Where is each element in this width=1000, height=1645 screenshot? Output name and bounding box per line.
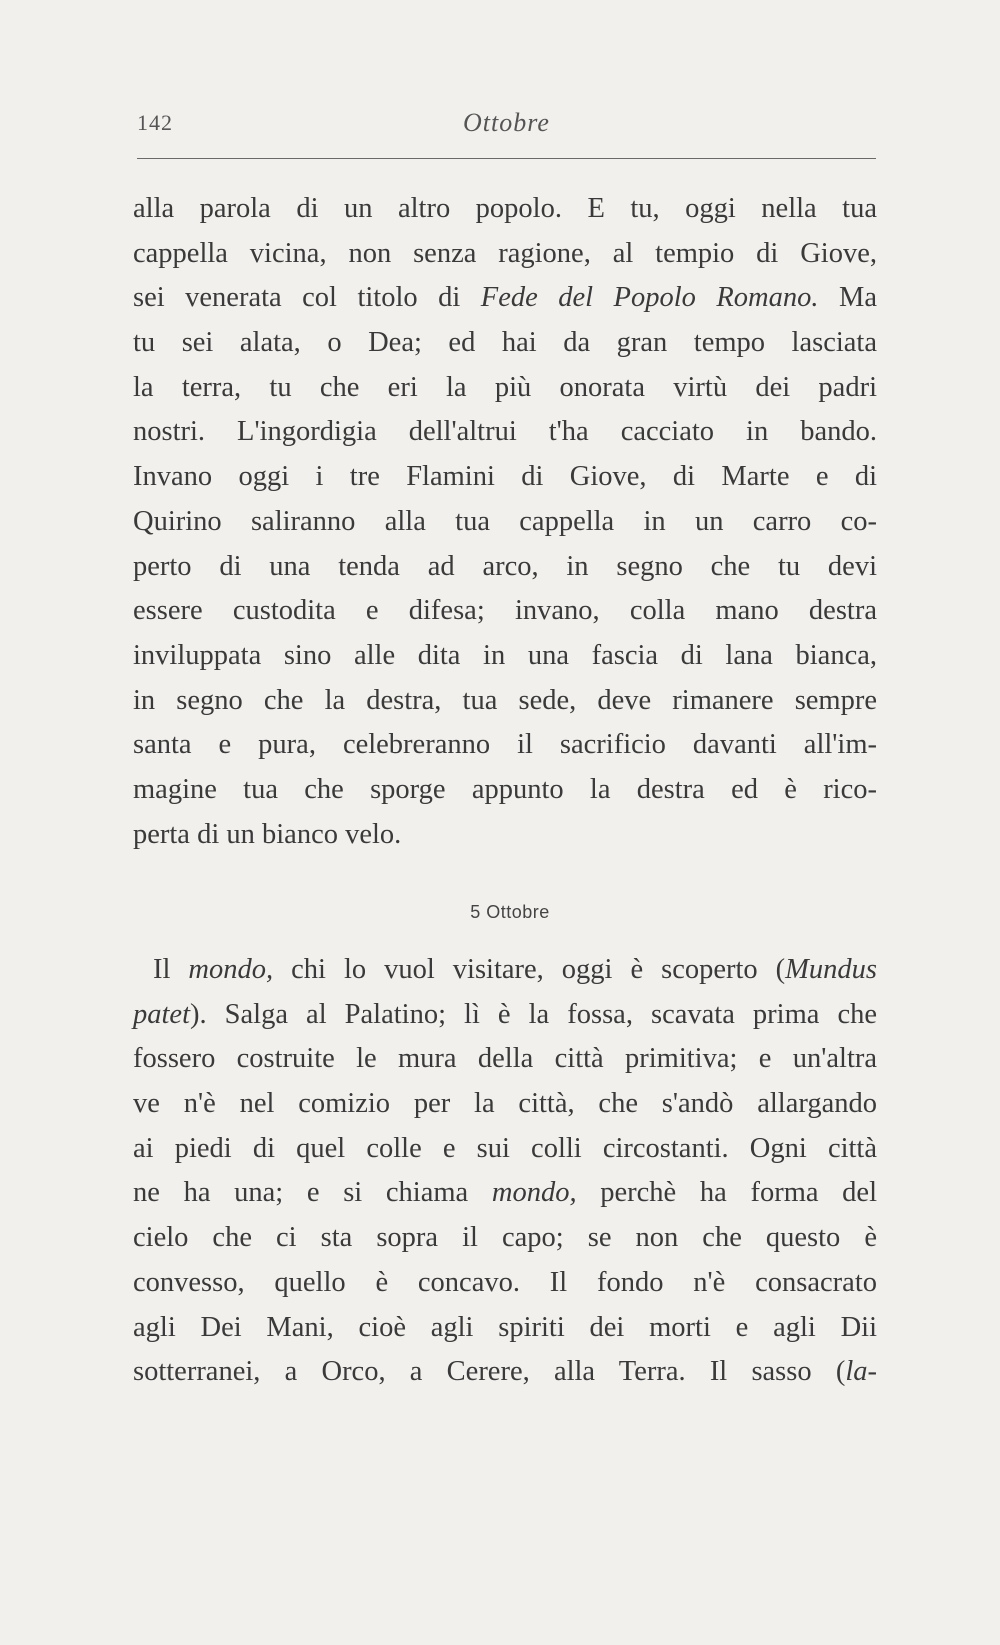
text-line: cielo che ci sta sopra il capo; se non che questo è: [133, 1222, 877, 1254]
paragraph-1: [133, 187, 877, 857]
text-line: santa e pura, celebreranno il sacrificio davanti all'im-: [133, 729, 877, 761]
text-run: ). Salga al Palatino; lì è la fossa, scavata prima che: [190, 998, 877, 1030]
text-line: [133, 993, 877, 1038]
text-line: ve n'è nel comizio per la città, che s'andò allargando: [133, 1088, 877, 1120]
italic-term: la-: [845, 1356, 877, 1388]
text-line: fossero costruite le mura della città primitiva; e un'altra: [133, 1043, 877, 1075]
text-line: convesso, quello è concavo. Il fondo n'è consacrato: [133, 1266, 877, 1298]
text-line: [133, 948, 877, 993]
text-run: Il: [153, 954, 189, 985]
text-line: inviluppata sino alle dita in una fascia di lana bianca,: [133, 639, 877, 671]
page-number: 142: [137, 110, 173, 135]
text-line: [133, 1350, 877, 1395]
text-line: Invano oggi i tre Flamini di Giove, di Marte e di: [133, 461, 877, 493]
paragraph-2: [133, 948, 877, 1395]
header-rule: [137, 158, 876, 159]
text-line: magine tua che sporge appunto la destra ed è rico-: [133, 773, 877, 805]
page-header: [137, 104, 876, 154]
text-line: Quirino saliranno alla tua cappella in un carro co-: [133, 505, 877, 537]
text-run: sotterranei, a Orco, a Cerere, alla Terra. Il sasso (: [133, 1356, 846, 1388]
section-heading: 5 Ottobre: [470, 902, 550, 922]
text-run: chi lo vuol visitare, oggi è scoperto (: [273, 954, 786, 985]
text-line: tu sei alata, o Dea; ed hai da gran tempo lasciata: [133, 327, 877, 359]
italic-term: patet: [133, 998, 190, 1030]
text-run: perchè ha forma del: [576, 1177, 878, 1209]
text-run: Ma: [818, 282, 877, 314]
text-run: sei venerata col titolo di: [133, 282, 481, 314]
text-line: alla parola di un altro popolo. E tu, oggi nella tua: [133, 193, 877, 224]
text-line: nostri. L'ingordigia dell'altrui t'ha cacciato in bando.: [133, 416, 877, 448]
text-line: essere custodita e difesa; invano, colla mano destra: [133, 595, 877, 627]
text-line: [133, 276, 877, 321]
italic-term: mondo,: [188, 954, 274, 985]
text-run: ne ha una; e si chiama: [133, 1177, 492, 1209]
text-line: cappella vicina, non senza ragione, al tempio di Giove,: [133, 237, 877, 269]
text-line: perto di una tenda ad arco, in segno che tu devi: [133, 550, 877, 582]
running-head: Ottobre: [463, 108, 550, 137]
italic-term: mondo,: [491, 1177, 577, 1209]
text-line: ai piedi di quel colle e sui colli circostanti. Ogni città: [133, 1132, 877, 1164]
italic-term: Mundus: [785, 954, 877, 985]
italic-title: Fede del Popolo Romano.: [480, 282, 819, 314]
text-line: la terra, tu che eri la più onorata virtù dei padri: [133, 371, 877, 403]
text-line: agli Dei Mani, cioè agli spiriti dei morti e agli Dii: [133, 1311, 877, 1343]
text-line: in segno che la destra, tua sede, deve rimanere sempre: [133, 684, 877, 716]
text-line: [133, 1171, 877, 1216]
text-line: perta di un bianco velo.: [133, 818, 402, 850]
